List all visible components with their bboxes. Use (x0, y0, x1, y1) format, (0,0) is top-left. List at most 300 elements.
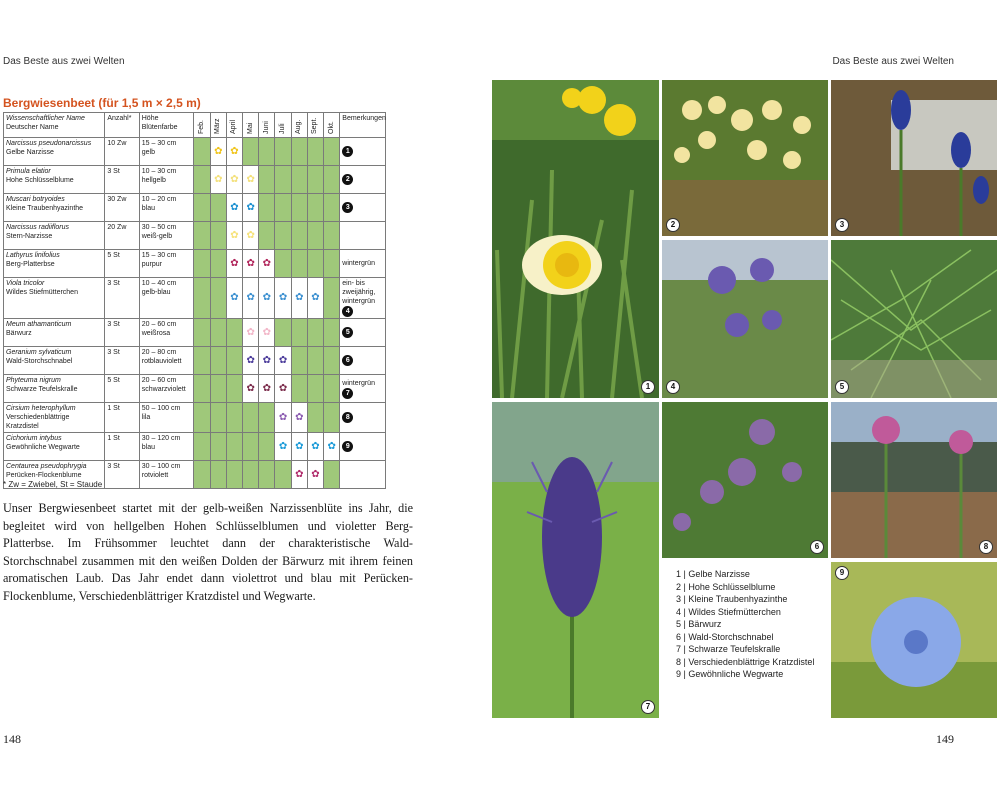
month-cell (210, 222, 226, 250)
hoehe-cell (139, 347, 194, 375)
table-row (4, 250, 386, 278)
farbe-value: weiß-gelb (141, 233, 173, 240)
note-text: wintergrün (342, 379, 375, 387)
bemerkungen-cell (340, 250, 386, 278)
page-number-left: 148 (3, 732, 21, 746)
plant-name-cell (4, 433, 105, 461)
hoehe-cell (139, 461, 194, 489)
month-cell (226, 461, 242, 489)
photo-number-7: 7 (641, 700, 655, 714)
table-row (4, 166, 386, 194)
blossom-icon: ✿ (246, 173, 255, 185)
legend-item: 1 | Gelbe Narzisse (676, 569, 750, 579)
month-cell (275, 222, 291, 250)
month-cell (291, 250, 307, 278)
bemerkungen-cell (340, 278, 386, 319)
month-cell (307, 222, 323, 250)
month-cell (324, 194, 340, 222)
month-label: Mai (246, 122, 254, 134)
month-label: Feb. (198, 119, 206, 134)
anzahl-cell: 5 St (105, 375, 139, 403)
blossom-icon: ✿ (230, 173, 239, 185)
month-cell (307, 194, 323, 222)
anzahl-cell: 3 St (105, 166, 139, 194)
table-row (4, 194, 386, 222)
month-cell (226, 347, 242, 375)
anzahl-cell: 3 St (105, 278, 139, 319)
month-cell (210, 250, 226, 278)
scientific-name: Narcissus pseudonarcissus (6, 140, 92, 147)
month-cell (226, 194, 242, 222)
farbe-value: weißrosa (141, 330, 171, 337)
geranium-image (662, 402, 828, 558)
month-label: Okt. (327, 121, 335, 134)
month-cell (226, 138, 242, 166)
meum-image (831, 240, 997, 398)
hoehe-cell (139, 403, 194, 433)
german-name: Gelbe Narzisse (6, 149, 54, 156)
viola-image (662, 240, 828, 398)
hoehe-value: 30 – 50 cm (141, 224, 177, 231)
month-cell (226, 250, 242, 278)
photo-storchschnabel (662, 402, 828, 558)
month-cell (307, 375, 323, 403)
month-cell (194, 347, 210, 375)
cirsium-image (831, 402, 997, 558)
bemerkungen-cell (340, 347, 386, 375)
legend-item: 5 | Bärwurz (676, 619, 722, 629)
farbe-value: blau (141, 205, 155, 212)
bemerkungen-cell (340, 433, 386, 461)
month-label: Juli (279, 123, 287, 134)
anzahl-cell: 30 Zw (105, 194, 139, 222)
photo-ref-badge: 8 (342, 412, 353, 423)
header-farbe-label: Blütenfarbe (141, 124, 178, 131)
header-month (307, 113, 323, 138)
page-number-right: 149 (936, 732, 954, 746)
scientific-name: Viola tricolor (6, 280, 45, 287)
blossom-icon: ✿ (262, 257, 272, 269)
blossom-icon: ✿ (295, 468, 304, 480)
german-name: Gewöhnliche Wegwarte (6, 444, 80, 451)
note-text: wintergrün (342, 260, 375, 267)
header-name (4, 113, 105, 138)
table-row (4, 278, 386, 319)
photo-kratzdistel (831, 402, 997, 558)
farbe-value: rotblauviolett (141, 358, 182, 365)
german-name: Berg-Platterbse (6, 261, 55, 268)
month-cell (194, 461, 210, 489)
blossom-icon: ✿ (278, 382, 288, 394)
farbe-value: gelb-blau (141, 289, 171, 296)
blossom-icon: ✿ (230, 257, 239, 269)
legend-item: 8 | Verschiedenblättrige Kratzdistel (676, 656, 815, 667)
photo-number-5: 5 (835, 380, 849, 394)
month-cell (324, 166, 340, 194)
month-cell (226, 278, 242, 319)
month-cell (210, 461, 226, 489)
month-cell (210, 166, 226, 194)
month-label: Aug. (295, 119, 303, 134)
month-cell (243, 347, 259, 375)
section-title: Bergwiesenbeet (für 1,5 m × 2,5 m) (3, 96, 201, 110)
anzahl-cell: 3 St (105, 319, 139, 347)
month-cell (259, 461, 275, 489)
farbe-value: schwarzviolett (141, 386, 186, 393)
month-cell (194, 222, 210, 250)
month-cell (243, 403, 259, 433)
month-label: April (230, 119, 238, 134)
plant-name-cell (4, 138, 105, 166)
month-cell (324, 278, 340, 319)
header-month (226, 113, 242, 138)
anzahl-cell: 20 Zw (105, 222, 139, 250)
month-cell (307, 347, 323, 375)
month-cell (291, 403, 307, 433)
anzahl-cell: 10 Zw (105, 138, 139, 166)
month-cell (194, 138, 210, 166)
anzahl-cell: 1 St (105, 403, 139, 433)
legend-item: 7 | Schwarze Teufelskralle (676, 644, 781, 654)
month-cell (194, 250, 210, 278)
month-cell (307, 278, 323, 319)
month-cell (259, 319, 275, 347)
month-cell (275, 166, 291, 194)
month-cell (243, 319, 259, 347)
month-cell (275, 461, 291, 489)
month-cell (210, 194, 226, 222)
month-cell (259, 138, 275, 166)
farbe-value: blau (141, 444, 155, 451)
scientific-name: Cirsium heterophyllum (6, 405, 76, 412)
blossom-icon: ✿ (246, 201, 255, 213)
photo-ref-badge: 7 (342, 388, 353, 399)
month-cell (259, 166, 275, 194)
month-cell (226, 375, 242, 403)
scientific-name: Phyteuma nigrum (6, 377, 61, 384)
body-paragraph: Unser Bergwiesenbeet startet mit der gelb-weißen Narzissenblüte ins Jahr, die begleitet wird von hellgelben Hohen Schlüsselblumen und violetter Berg-Platterbse. Im Frühsommer leuchtet dann der charakteristische Wald-Storchschnabel zusammen mit den weißen Dolden der Bärwurz mit ihrem feinen aromatischen Laub. Das Jahr endet dann violettrot und blau mit Perücken-Flockenblume, Verschiedenblättriger Kratzdistel und Wegwarte. (3, 501, 413, 603)
month-cell (210, 138, 226, 166)
blossom-icon: ✿ (311, 468, 320, 480)
month-cell (291, 166, 307, 194)
header-month (210, 113, 226, 138)
german-name: Stern-Narzisse (6, 233, 53, 240)
cichorium-image (831, 562, 997, 718)
month-cell (210, 278, 226, 319)
month-cell (275, 278, 291, 319)
month-cell (194, 194, 210, 222)
month-label: Juni (262, 121, 270, 134)
hoehe-value: 30 – 120 cm (141, 435, 181, 442)
photo-stiefmuetterchen (662, 240, 828, 398)
hoehe-cell (139, 138, 194, 166)
german-name: Bärwurz (6, 330, 32, 337)
month-cell (324, 403, 340, 433)
month-cell (259, 250, 275, 278)
photo-number-8: 8 (979, 540, 993, 554)
hoehe-cell (139, 250, 194, 278)
hoehe-value: 10 – 20 cm (141, 196, 177, 203)
month-cell (226, 403, 242, 433)
photo-wegwarte (831, 562, 997, 718)
month-cell (243, 250, 259, 278)
table-row (4, 403, 386, 433)
running-head-left: Das Beste aus zwei Welten (3, 56, 125, 67)
header-de-name: Deutscher Name (6, 124, 59, 131)
bemerkungen-cell (340, 138, 386, 166)
month-cell (291, 278, 307, 319)
farbe-value: lila (141, 414, 151, 421)
table-row (4, 347, 386, 375)
month-cell (324, 222, 340, 250)
table-body (4, 138, 386, 489)
month-cell (194, 319, 210, 347)
hoehe-cell (139, 194, 194, 222)
month-label: Sept. (311, 117, 319, 134)
month-cell (210, 433, 226, 461)
blossom-icon: ✿ (311, 292, 320, 303)
photo-number-6: 6 (810, 540, 824, 554)
blossom-icon: ✿ (295, 292, 304, 303)
month-cell (243, 194, 259, 222)
month-cell (324, 319, 340, 347)
plant-name-cell (4, 403, 105, 433)
anzahl-cell: 3 St (105, 347, 139, 375)
month-cell (275, 347, 291, 375)
month-cell (243, 375, 259, 403)
plant-name-cell (4, 319, 105, 347)
month-cell (275, 138, 291, 166)
anzahl-cell: 3 St (105, 461, 139, 489)
header-hoehe (139, 113, 194, 138)
hoehe-value: 20 – 80 cm (141, 349, 177, 356)
farbe-value: hellgelb (141, 177, 166, 184)
legend-item: 6 | Wald-Storchschnabel (676, 631, 774, 642)
bemerkungen-cell (340, 222, 386, 250)
planting-table (3, 112, 386, 489)
photo-ref-badge: 4 (342, 306, 353, 317)
blossom-icon: ✿ (295, 411, 304, 423)
bemerkungen-cell (340, 375, 386, 403)
bemerkungen-cell (340, 403, 386, 433)
header-bemerkungen: Bemerkungen (340, 113, 386, 138)
month-cell (275, 375, 291, 403)
month-cell (324, 433, 340, 461)
header-month (275, 113, 291, 138)
month-cell (291, 347, 307, 375)
header-month (243, 113, 259, 138)
month-cell (275, 250, 291, 278)
month-cell (259, 222, 275, 250)
blossom-icon: ✿ (230, 201, 239, 213)
scientific-name: Narcissus radiiflorus (6, 224, 70, 231)
blossom-icon: ✿ (246, 229, 255, 241)
blossom-icon: ✿ (311, 440, 320, 452)
month-cell (226, 319, 242, 347)
hoehe-cell (139, 375, 194, 403)
hoehe-cell (139, 278, 194, 319)
table-row (4, 138, 386, 166)
hoehe-value: 10 – 30 cm (141, 168, 177, 175)
blossom-icon: ✿ (262, 354, 272, 366)
month-cell (291, 375, 307, 403)
note-text: ein- bis zweijährig, wintergrün (342, 280, 376, 305)
photo-number-3: 3 (835, 218, 849, 232)
scientific-name: Geranium sylvaticum (6, 349, 72, 356)
bemerkungen-cell (340, 461, 386, 489)
plant-name-cell (4, 222, 105, 250)
blossom-icon: ✿ (246, 354, 255, 366)
blossom-icon: ✿ (278, 411, 288, 423)
photo-ref-badge: 6 (342, 355, 353, 366)
month-cell (291, 433, 307, 461)
blossom-icon: ✿ (214, 145, 223, 157)
month-cell (291, 319, 307, 347)
hoehe-cell (139, 433, 194, 461)
plant-name-cell (4, 375, 105, 403)
month-cell (275, 319, 291, 347)
month-cell (259, 433, 275, 461)
hoehe-value: 10 – 40 cm (141, 280, 177, 287)
plant-name-cell (4, 347, 105, 375)
scientific-name: Cichorium intybus (6, 435, 62, 442)
hoehe-value: 30 – 100 cm (141, 463, 181, 470)
photo-legend (676, 568, 814, 681)
german-name: Verschiedenblättrige Kratzdistel (6, 414, 70, 430)
scientific-name: Centaurea pseudophrygia (6, 463, 87, 470)
month-cell (307, 403, 323, 433)
bemerkungen-cell (340, 194, 386, 222)
plant-name-cell (4, 250, 105, 278)
photo-traubenhyazinthe (831, 80, 997, 236)
legend-item: 4 | Wildes Stiefmütterchen (676, 606, 781, 617)
hoehe-value: 20 – 60 cm (141, 321, 177, 328)
plant-name-cell (4, 278, 105, 319)
month-cell (259, 403, 275, 433)
month-cell (259, 375, 275, 403)
blossom-icon: ✿ (230, 145, 239, 157)
month-cell (243, 433, 259, 461)
month-cell (307, 166, 323, 194)
blossom-icon: ✿ (327, 440, 336, 452)
header-month (194, 113, 210, 138)
month-label: März (214, 118, 222, 134)
month-cell (324, 138, 340, 166)
farbe-value: purpur (141, 261, 162, 268)
month-cell (226, 433, 242, 461)
primula-image (662, 80, 828, 236)
hoehe-value: 20 – 60 cm (141, 377, 177, 384)
header-anzahl: Anzahl* (105, 113, 139, 138)
photo-ref-badge: 5 (342, 327, 353, 338)
anzahl-cell: 1 St (105, 433, 139, 461)
month-cell (243, 222, 259, 250)
running-head-right: Das Beste aus zwei Welten (832, 56, 954, 67)
blossom-icon: ✿ (262, 292, 272, 303)
month-cell (259, 347, 275, 375)
blossom-icon: ✿ (295, 440, 304, 452)
month-cell (194, 403, 210, 433)
month-cell (291, 138, 307, 166)
month-cell (291, 222, 307, 250)
table-row (4, 319, 386, 347)
table-row (4, 433, 386, 461)
month-cell (307, 319, 323, 347)
month-cell (307, 433, 323, 461)
month-cell (210, 347, 226, 375)
month-cell (324, 347, 340, 375)
month-cell (194, 278, 210, 319)
hoehe-value: 15 – 30 cm (141, 252, 177, 259)
photo-ref-badge: 2 (342, 174, 353, 185)
blossom-icon: ✿ (246, 326, 255, 338)
blossom-icon: ✿ (246, 382, 255, 394)
photo-hohe-schluesselblume (662, 80, 828, 236)
plant-name-cell (4, 194, 105, 222)
scientific-name: Lathyrus linifolius (6, 252, 60, 259)
month-cell (194, 166, 210, 194)
scientific-name: Meum athamanticum (6, 321, 72, 328)
legend-item: 2 | Hohe Schlüsselblume (676, 581, 776, 592)
month-cell (307, 138, 323, 166)
photo-ref-badge: 9 (342, 441, 353, 452)
month-cell (226, 166, 242, 194)
blossom-icon: ✿ (214, 173, 223, 185)
hoehe-value: 50 – 100 cm (141, 405, 181, 412)
blossom-icon: ✿ (230, 292, 239, 303)
blossom-icon: ✿ (262, 326, 272, 338)
table-header-row (4, 113, 386, 138)
legend-item: 9 | Gewöhnliche Wegwarte (676, 669, 784, 679)
hoehe-value: 15 – 30 cm (141, 140, 177, 147)
hoehe-cell (139, 222, 194, 250)
month-cell (226, 222, 242, 250)
german-name: Wald-Storchschnabel (6, 358, 73, 365)
header-hoehe-label: Höhe (141, 115, 159, 122)
month-cell (259, 278, 275, 319)
photo-number-9: 9 (835, 566, 849, 580)
hoehe-cell (139, 166, 194, 194)
scientific-name: Primula elatior (6, 168, 51, 175)
anzahl-cell: 5 St (105, 250, 139, 278)
blossom-icon: ✿ (246, 257, 255, 269)
month-cell (243, 461, 259, 489)
month-cell (243, 166, 259, 194)
photo-teufelskralle (492, 402, 659, 718)
month-cell (324, 461, 340, 489)
header-month (324, 113, 340, 138)
bemerkungen-cell (340, 166, 386, 194)
month-cell (324, 375, 340, 403)
photo-ref-badge: 3 (342, 202, 353, 213)
photo-number-1: 1 (641, 380, 655, 394)
photo-baerwurz (831, 240, 997, 398)
month-cell (210, 375, 226, 403)
month-cell (243, 138, 259, 166)
legend-item: 3 | Kleine Traubenhyazinthe (676, 594, 788, 604)
blossom-icon: ✿ (278, 292, 288, 303)
farbe-value: gelb (141, 149, 155, 156)
month-cell (275, 194, 291, 222)
plant-name-cell (4, 166, 105, 194)
german-name: Perücken-Flockenblume (6, 472, 82, 479)
header-month (259, 113, 275, 138)
table-row (4, 222, 386, 250)
german-name: Wildes Stiefmütterchen (6, 289, 78, 296)
blossom-icon: ✿ (262, 382, 272, 394)
month-cell (210, 319, 226, 347)
bemerkungen-cell (340, 319, 386, 347)
